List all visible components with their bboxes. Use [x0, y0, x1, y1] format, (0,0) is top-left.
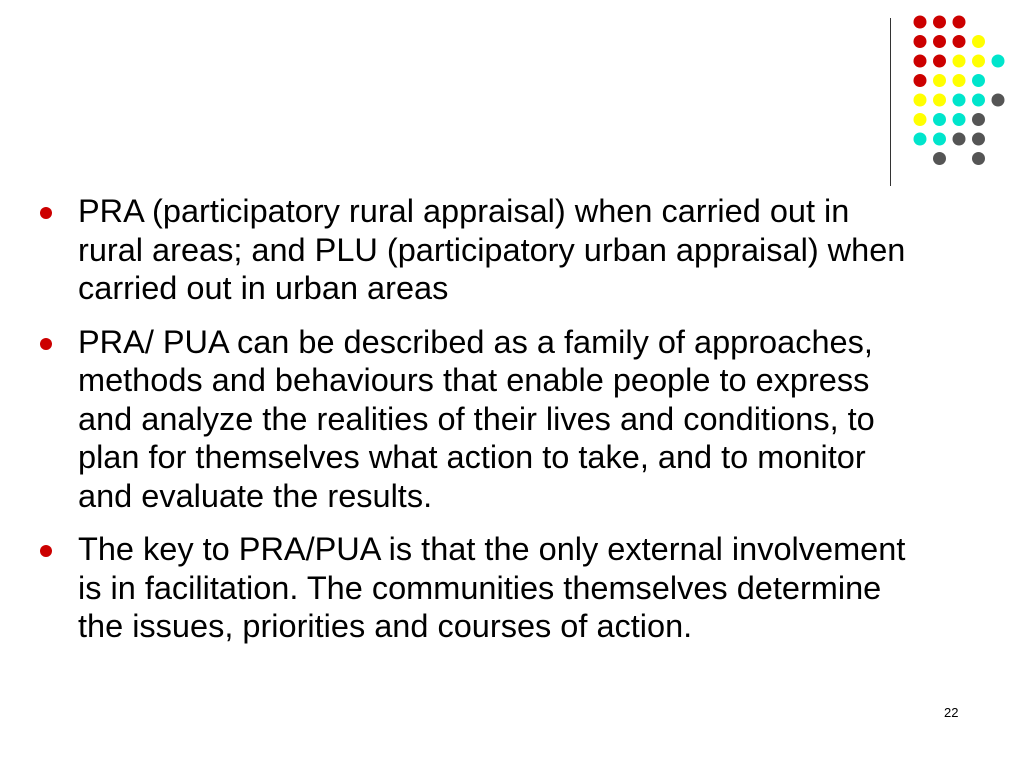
dot-yellow — [914, 113, 927, 126]
dot-yellow — [914, 94, 927, 107]
dot-red — [933, 55, 946, 68]
dot-red — [914, 16, 927, 29]
bullet-item-1 — [40, 192, 920, 308]
dot-gray — [953, 133, 966, 146]
bullet-text: The key to PRA/PUA is that the only external involvement is in facilitation. The communities themselves determine the issues, priorities and courses of action. — [78, 531, 906, 644]
dot-yellow — [933, 94, 946, 107]
dot-yellow — [972, 55, 985, 68]
dot-gray — [972, 152, 985, 165]
dot-yellow — [953, 55, 966, 68]
dot-cyan — [914, 133, 927, 146]
dot-red — [933, 16, 946, 29]
bullet-icon — [40, 338, 52, 350]
dot-cyan — [933, 133, 946, 146]
divider-line — [890, 18, 891, 186]
dot-yellow — [953, 74, 966, 87]
bullet-text: PRA (participatory rural appraisal) when carried out in rural areas; and PLU (participatory urban appraisal) when carried out in urban areas — [78, 193, 906, 306]
dot-cyan — [953, 94, 966, 107]
dot-cyan — [933, 113, 946, 126]
bullet-icon — [40, 207, 52, 219]
bullet-list — [40, 192, 920, 661]
dot-cyan — [992, 55, 1005, 68]
bullet-icon — [40, 545, 52, 557]
dot-gray — [933, 152, 946, 165]
dot-gray — [992, 94, 1005, 107]
dot-red — [914, 35, 927, 48]
dot-cyan — [972, 74, 985, 87]
bullet-item-2 — [40, 323, 920, 516]
decorative-dot-grid — [0, 0, 1024, 200]
page-number: 22 — [944, 705, 959, 720]
dot-cyan — [953, 113, 966, 126]
dot-yellow — [972, 35, 985, 48]
bullet-text: PRA/ PUA can be described as a family of approaches, methods and behaviours that enable people to express and analyze the realities of their lives and conditions, to plan for themselves what action to take, and to monitor and evaluate the results. — [78, 323, 875, 514]
dot-red — [953, 16, 966, 29]
dot-red — [914, 55, 927, 68]
dot-gray — [972, 113, 985, 126]
bullet-item-3 — [40, 530, 920, 646]
dot-red — [933, 35, 946, 48]
dot-yellow — [933, 74, 946, 87]
dot-cyan — [972, 94, 985, 107]
dot-red — [914, 74, 927, 87]
dot-red — [953, 35, 966, 48]
dot-gray — [972, 133, 985, 146]
